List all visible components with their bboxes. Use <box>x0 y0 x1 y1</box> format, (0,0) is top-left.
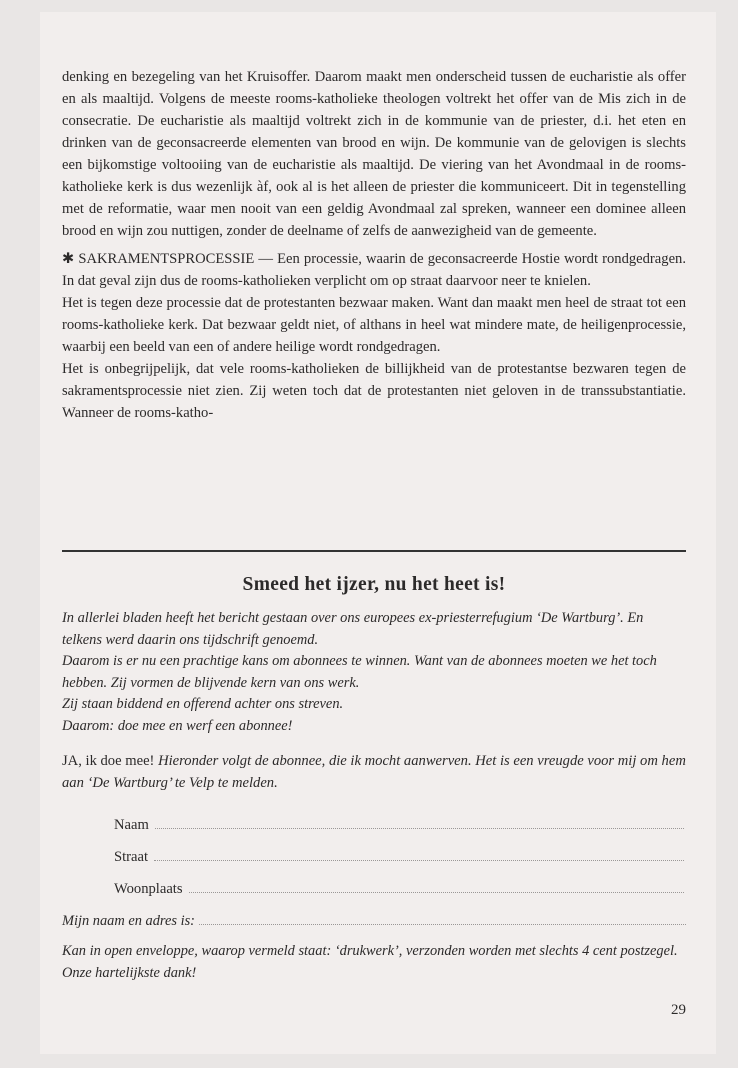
promo-text <box>62 608 686 737</box>
straat-input-line[interactable] <box>154 860 684 861</box>
naam-input-line[interactable] <box>155 828 684 829</box>
signup-intro-start: JA, ik doe mee! <box>62 753 155 769</box>
woonplaats-field[interactable] <box>114 876 684 898</box>
promo-line: Daarom: doe mee en werf een abonnee! <box>62 717 293 734</box>
adres-input-line[interactable] <box>199 924 686 925</box>
signup-intro-rest: Hieronder volgt de abonnee, die ik mocht aanwerven. Het is een vreugde voor mij om hem aan ‘De Wartburg’ te Velp te melden. <box>62 753 686 791</box>
promo-line: Daarom is er nu een prachtige kans om abonnees te winnen. Want van de abonnees moeten we het toch hebben. Zij vormen de blijvende kern van ons werk. <box>62 653 657 691</box>
document-page <box>40 12 716 1054</box>
thanks-note: Onze hartelijkste dank! <box>62 965 197 981</box>
naam-field[interactable] <box>114 812 684 834</box>
paragraph-sakramentsprocessie: ✱ SAKRAMENTSPROCESSIE — Een processie, waarin de geconsacreerde Hostie wordt rondgedragen. In dat geval zijn dus de rooms-katholieken verplicht om op straat daarvoor neer te knielen. <box>62 251 686 289</box>
promo-line: In allerlei bladen heeft het bericht gestaan over ons europees ex-priesterrefugium ‘De Wartburg’. En telkens werd daarin ons tijdschrift genoemd. <box>62 610 644 648</box>
straat-label: Straat <box>114 849 149 865</box>
adres-label: Mijn naam en adres is: <box>62 913 195 929</box>
paragraph-onbegrijpelijk: Het is onbegrijpelijk, dat vele rooms-katholieken de billijkheid van de protestantse bezwaren tegen de sakramentsprocessie niet zien. Zij weten toch dat de protestanten niet geloven in de transsubstantiatie. Wanneer de rooms-katho- <box>62 361 686 421</box>
page-number: 29 <box>671 1002 686 1018</box>
woonplaats-label: Woonplaats <box>114 881 183 897</box>
paragraph-eucharistie: denking en bezegeling van het Kruisoffer. Daarom maakt men onderscheid tussen de eucharistie als offer en als maaltijd. Volgens de meeste rooms-katholieke theologen voltrekt het offer van de Mis zich in de consecratie. De eucharistie als maaltijd voltrekt zich in de kommunie van de priester, d.i. het eten en drinken van de geconsacreerde elementen van brood en wijn. De kommunie van de gelovigen is slechts een bijkomstige voltooiing van de eucharistie als maaltijd. De viering van het Avondmaal in de rooms-katholieke kerk is dus wezenlijk àf, ook al is het alleen de priester die kommuniceert. Dit in tegenstelling met de reformatie, waar men nooit van een geldig Avondmaal zal spreken, wanneer een dominee alleen brood en wijn zou nuttigen, zonder de deelname of zelfs de aanwezigheid van de gemeente. <box>62 69 686 239</box>
straat-field[interactable] <box>114 844 684 866</box>
mailing-note: Kan in open enveloppe, waarop vermeld staat: ‘drukwerk’, verzonden worden met slechts 4 cent postzegel. <box>62 943 678 959</box>
paragraph-bezwaar: Het is tegen deze processie dat de protestanten bezwaar maken. Want dan maakt men heel de straat tot een rooms-katholieke kerk. Dat bezwaar geldt niet, of althans in heel wat mindere mate, de heiligenprocessie, waarbij een beeld van een of andere heilige wordt rondgedragen. <box>62 295 686 355</box>
promo-line: Zij staan biddend en offerend achter ons streven. <box>62 696 344 712</box>
section-divider <box>62 550 686 552</box>
woonplaats-input-line[interactable] <box>189 892 684 893</box>
article-body <box>62 66 686 424</box>
signup-intro <box>62 750 686 794</box>
adres-field[interactable] <box>62 908 686 930</box>
promo-heading: Smeed het ijzer, nu het heet is! <box>242 574 506 595</box>
naam-label: Naam <box>114 817 149 833</box>
closing-text <box>62 940 686 984</box>
